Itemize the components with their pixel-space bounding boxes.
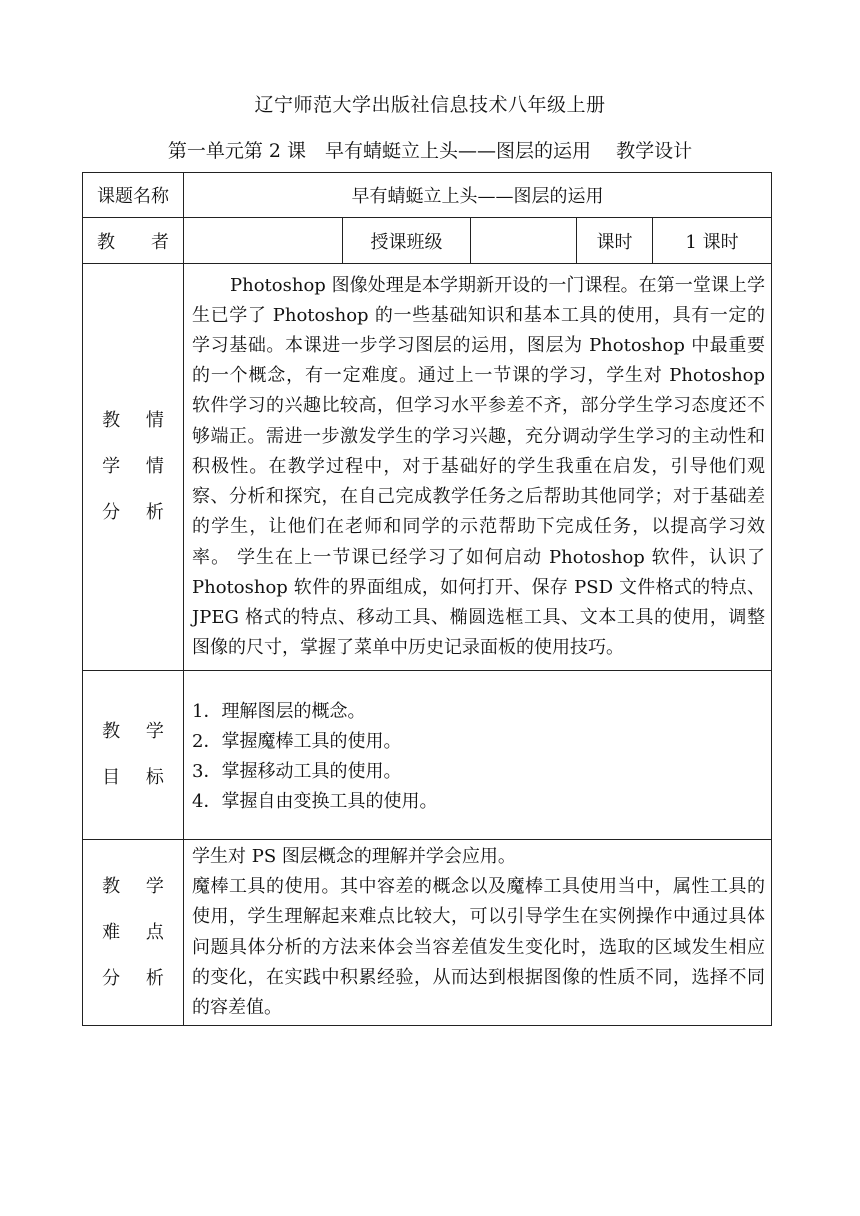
difficulty-label-line-3: 分 析 <box>102 967 174 989</box>
publisher-line: 辽宁师范大学出版社信息技术八年级上册 <box>254 94 606 116</box>
difficulty-label-line-2: 难 点 <box>102 921 174 943</box>
goal-item-3: 3．掌握移动工具的使用。 <box>192 761 402 782</box>
goals-label-line-2: 目 标 <box>102 767 174 788</box>
goals-row <box>83 671 772 840</box>
analysis-label-line-1: 教 情 <box>102 410 174 431</box>
difficulty-text-cell <box>184 840 772 1026</box>
analysis-label <box>83 264 184 671</box>
goals-cell <box>184 671 772 840</box>
goal-item-4: 4．掌握自由变换工具的使用。 <box>192 791 438 812</box>
goals-label-line-1: 教 学 <box>102 721 174 742</box>
period-value: 1 课时 <box>653 218 772 264</box>
topic-row <box>83 173 772 218</box>
teacher-label <box>83 218 184 264</box>
goal-item-1: 1．理解图层的概念。 <box>192 701 366 722</box>
analysis-label-line-2: 学 情 <box>102 456 174 477</box>
lesson-plan-table <box>82 172 772 1026</box>
meta-row <box>83 218 772 264</box>
analysis-text: Photoshop 图像处理是本学期新开设的一门课程。在第一堂课上学生已学了 Photoshop 的一些基础知识和基本工具的使用，具有一定的学习基础。本课进一步学习图层的运用，图层为 Photoshop 中最重要的一个概念，有一定难度。通过上一节课的学习，学生对 Photoshop 软件学习的兴趣比较高，但学习水平参差不齐，部分学生学习态度还不够端正。需进一步激发学生的学习兴趣，充分调动学生学习的主动性和积极性。在教学过程中，对于基础好的学生我重在启发，引导他们观察、分析和探究，在自己完成教学任务之后帮助其他同学；对于基础差的学生，让他们在老师和同学的示范帮助下完成任务，以提高学习效率。 学生在上一节课已经学习了如何启动 Photoshop 软件，认识了 Photoshop 软件的界面组成，如何打开、保存 PSD 文件格式的特点、JPEG 格式的特点、移动工具、椭圆选框工具、文本工具的使用，调整图像的尺寸，掌握了菜单中历史记录面板的使用技巧。 <box>192 274 766 659</box>
analysis-text-cell <box>184 264 772 671</box>
period-label: 课时 <box>577 218 653 264</box>
topic-label: 课题名称 <box>83 173 184 218</box>
teacher-label-a: 教 <box>97 231 115 253</box>
goals-label <box>83 671 184 840</box>
goal-item-2: 2．掌握魔棒工具的使用。 <box>192 731 402 752</box>
difficulty-line-1: 学生对 PS 图层概念的理解并学会应用。 <box>192 846 516 867</box>
difficulty-label-line-1: 教 学 <box>102 875 174 897</box>
teacher-value <box>184 218 343 264</box>
topic-value: 早有蜻蜓立上头——图层的运用 <box>184 173 772 218</box>
analysis-row <box>83 264 772 671</box>
teacher-label-b: 者 <box>151 231 169 253</box>
analysis-label-line-3: 分 析 <box>102 502 174 523</box>
difficulty-row <box>83 840 772 1026</box>
difficulty-text: 魔棒工具的使用。其中容差的概念以及魔棒工具使用当中，属性工具的使用，学生理解起来难点比较大，可以引导学生在实例操作中通过具体问题具体分析的方法来体会当容差值发生变化时，选取的区域发生相应的变化，在实践中积累经验，从而达到根据图像的性质不同，选择不同的容差值。 <box>192 876 766 1019</box>
lesson-title: 第一单元第 2 课 早有蜻蜓立上头——图层的运用 教学设计 <box>167 140 693 162</box>
class-label: 授课班级 <box>343 218 471 264</box>
class-value <box>471 218 577 264</box>
difficulty-label <box>83 840 184 1026</box>
